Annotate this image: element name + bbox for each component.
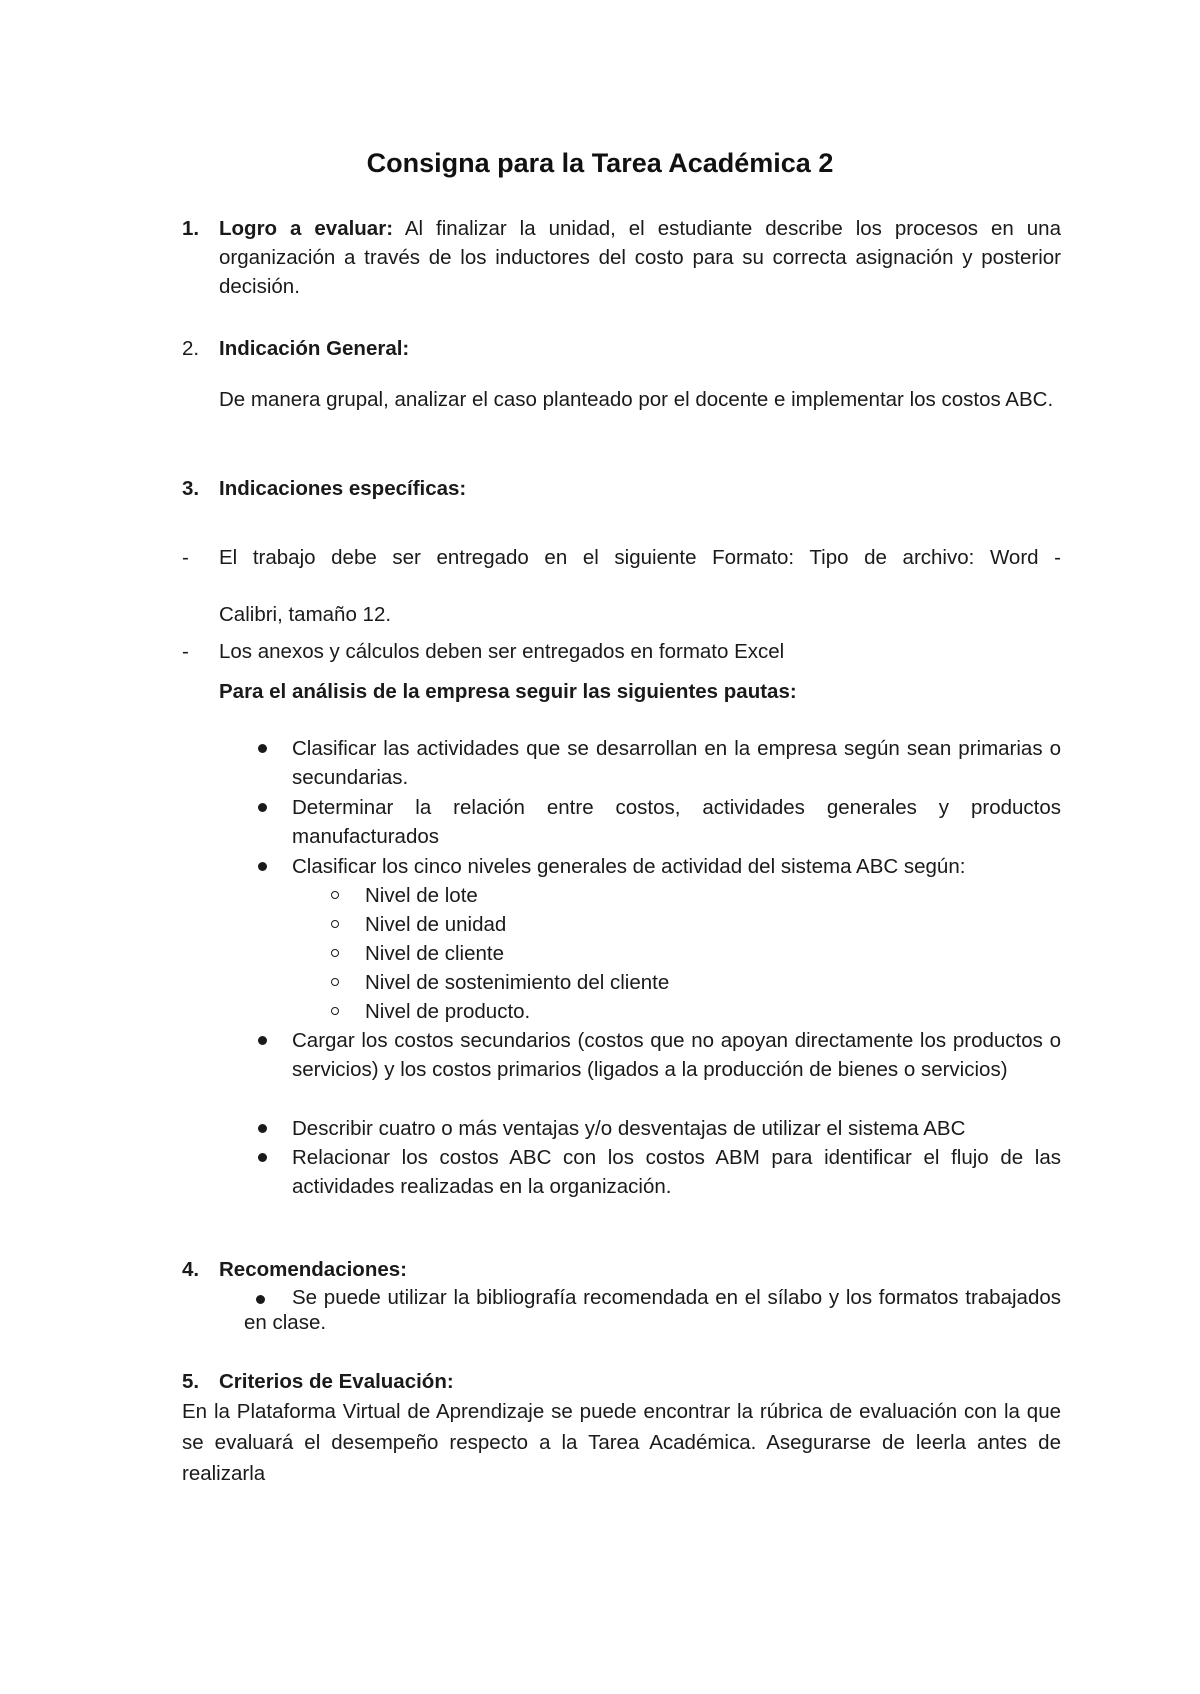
section-1-text: Al finalizar la unidad, el estudiante describe los procesos en una organización a través de los inductores del costo para su correcta asignación y posterior decisión.: [219, 217, 1061, 298]
section-2-number: 2.: [182, 337, 200, 360]
bullet-icon: [258, 862, 267, 871]
section-3-number: 3.: [182, 477, 200, 500]
sub-bullet-3: Nivel de cliente: [365, 942, 505, 965]
circle-bullet-icon: [331, 949, 339, 957]
bullet-icon: [258, 1153, 267, 1162]
section-1-label: Logro a evaluar:: [219, 217, 394, 240]
dash-marker: -: [182, 546, 189, 569]
sub-bullet-5: Nivel de producto.: [365, 1000, 531, 1023]
guideline-bullet-3: Clasificar los cinco niveles generales de actividad del sistema ABC según:: [292, 855, 966, 878]
dash-item-1-continued: Calibri, tamaño 12.: [219, 603, 392, 626]
sub-bullet-4: Nivel de sostenimiento del cliente: [365, 971, 670, 994]
section-2-label: Indicación General:: [219, 337, 410, 360]
page-title: Consigna para la Tarea Académica 2: [366, 148, 834, 178]
guideline-bullet-1: Clasificar las actividades que se desarrollan en la empresa según sean primarias o secundarias.: [292, 737, 1061, 789]
section-1-body: [219, 214, 1061, 301]
section-1-number: 1.: [182, 217, 200, 240]
circle-bullet-icon: [331, 1007, 339, 1015]
bullet-icon: [258, 1036, 267, 1045]
section-5-number: 5.: [182, 1370, 200, 1393]
guideline-bullet-5: Describir cuatro o más ventajas y/o desventajas de utilizar el sistema ABC: [292, 1117, 966, 1140]
guideline-bullet-4: Cargar los costos secundarios (costos que no apoyan directamente los productos o servicios) y los costos primarios (ligados a la producción de bienes o servicios): [292, 1029, 1061, 1081]
sub-bullet-1: Nivel de lote: [365, 884, 478, 907]
dash-item-1: El trabajo debe ser entregado en el siguiente Formato: Tipo de archivo: Word -: [219, 546, 1061, 569]
recommendation-bullet: Se puede utilizar la bibliografía recomendada en el sílabo y los formatos trabajados en clase.: [244, 1286, 1061, 1334]
bullet-icon: [258, 744, 267, 753]
guideline-bullet-6: Relacionar los costos ABC con los costos ABM para identificar el flujo de las actividades realizadas en la organización.: [292, 1146, 1061, 1198]
guidelines-heading: Para el análisis de la empresa seguir las siguientes pautas:: [219, 680, 797, 703]
dash-marker: -: [182, 640, 189, 663]
section-5-text: En la Plataforma Virtual de Aprendizaje se puede encontrar la rúbrica de evaluación con la que se evaluará el desempeño respecto a la Tarea Académica. Asegurarse de leerla antes de realizarla: [182, 1400, 1061, 1485]
section-3-label: Indicaciones específicas:: [219, 477, 467, 500]
circle-bullet-icon: [331, 920, 339, 928]
guideline-bullet-2: Determinar la relación entre costos, actividades generales y productos manufacturados: [292, 796, 1061, 848]
section-4-label: Recomendaciones:: [219, 1258, 407, 1281]
bullet-icon: [258, 1124, 267, 1133]
section-4-number: 4.: [182, 1258, 200, 1281]
section-5-label: Criterios de Evaluación:: [219, 1370, 454, 1393]
section-2-text: De manera grupal, analizar el caso planteado por el docente e implementar los costos ABC.: [219, 388, 1054, 411]
bullet-icon: [258, 803, 267, 812]
dash-item-2: Los anexos y cálculos deben ser entregados en formato Excel: [219, 640, 785, 663]
circle-bullet-icon: [331, 891, 339, 899]
sub-bullet-2: Nivel de unidad: [365, 913, 507, 936]
circle-bullet-icon: [331, 978, 339, 986]
